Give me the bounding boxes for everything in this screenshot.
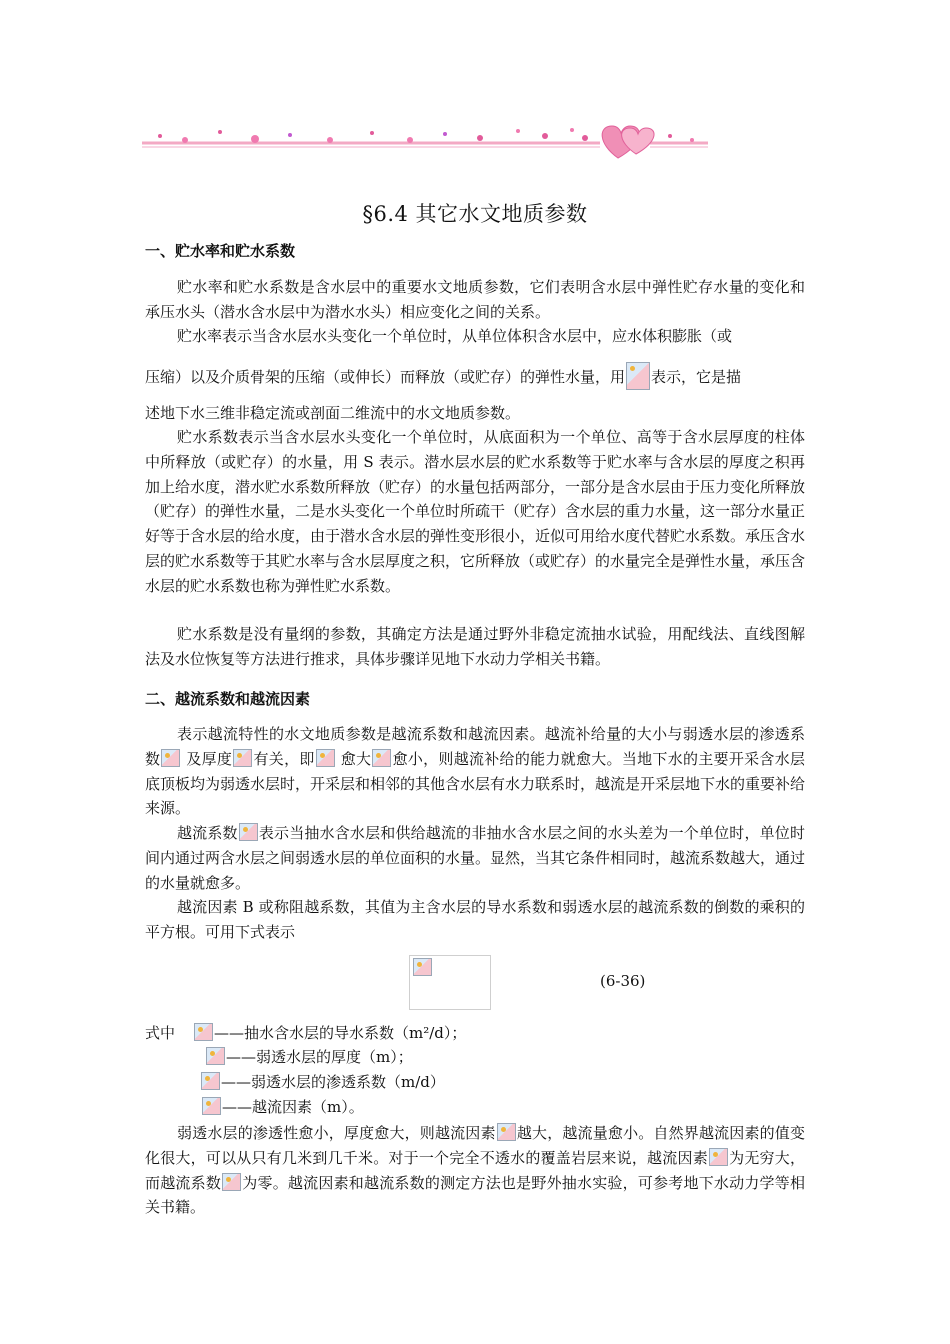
paragraph: 越流因素 B 或称阻越系数，其值为主含水层的导水系数和弱透水层的越流系数的倒数的乘积的平方根。可用下式表示: [145, 898, 805, 941]
formula-image-icon: [316, 749, 335, 767]
formula-image-icon: [709, 1148, 728, 1166]
definition-text: ——弱透水层的渗透系数（m/d）: [221, 1073, 445, 1091]
equation-number: (6-36): [600, 972, 646, 990]
definition-line: [201, 1095, 364, 1119]
text-run: 弱透水层的渗透性愈小，厚度愈大，则越流因素: [177, 1124, 496, 1142]
text-run: 表示，它是描: [651, 368, 742, 386]
definition-line: [193, 1021, 466, 1045]
text-run: 有关，即: [253, 749, 315, 768]
formula-image-icon: [233, 749, 252, 767]
text-run: 为无穷大，而越流系数: [145, 1148, 805, 1192]
paragraph: [145, 722, 805, 821]
text-run: 为零。越流因素和越流系数的测定方法也是野外抽水实验，可参考地下水动力学等相关书籍。: [145, 1173, 805, 1217]
definition-text: ——越流因素（m）。: [222, 1098, 364, 1116]
paragraph: [145, 1121, 805, 1220]
paragraph: [145, 821, 805, 895]
definition-line: [205, 1045, 413, 1069]
text-run: 越大，越流量愈小。自然界越流因素的值变化很大，可以从只有几米到几千米。对于一个完全不透水的覆盖岩层来说，越流因素: [145, 1124, 805, 1167]
formula-image-icon: [202, 1097, 221, 1115]
formula-image-icon: [239, 823, 258, 841]
formula-image-icon: [161, 749, 180, 767]
text-run: 及厚度: [181, 749, 233, 768]
equation-image: [409, 955, 491, 1010]
section-heading-storativity: 一、贮水率和贮水系数: [145, 242, 296, 260]
formula-image-icon: [222, 1173, 241, 1191]
formula-image-icon: [206, 1047, 225, 1065]
formula-image-icon: [497, 1123, 516, 1141]
paragraph-line: [145, 362, 741, 390]
text-run: 表示当抽水含水层和供给越流的非抽水含水层之间的水头差为一个单位时，单位时间内通过两含水层之间弱透水层的单位面积的水量。显然，当其它条件相同时，越流系数越大，通过的水量就愈多。: [145, 824, 806, 892]
formula-image-icon: [194, 1023, 213, 1041]
paragraph: 贮水系数是没有量纲的参数，其确定方法是通过野外非稳定流抽水试验，用配线法、直线图解法及水位恢复等方法进行推求，具体步骤详见地下水动力学相关书籍。: [145, 625, 805, 668]
formula-image-icon: [626, 362, 650, 390]
definition-text: ——弱透水层的厚度（m）；: [226, 1048, 413, 1066]
paragraph-line: 贮水率表示当含水层水头变化一个单位时，从单位体积含水层中，应水体积膨胀（或: [177, 327, 733, 345]
formula-image-icon: [413, 958, 432, 976]
text-run: 愈小，则越流补给的能力就愈大。当地下水的主要开采含水层底顶板均为弱透水层时，开采层和相邻的其他含水层有水力联系时，越流是开采层地下水的重要补给来源。: [145, 749, 806, 818]
formula-image-icon: [372, 749, 391, 767]
where-label: 式中: [145, 1024, 176, 1042]
text-run: 愈大: [335, 749, 372, 768]
formula-image-icon: [201, 1072, 220, 1090]
text-run: 越流系数: [177, 824, 238, 842]
definition-text: ——抽水含水层的导水系数（m²/d）；: [214, 1024, 467, 1042]
paragraph: 贮水率和贮水系数是含水层中的重要水文地质参数，它们表明含水层中弹性贮存水量的变化和承压水头（潜水含水层中为潜水水头）相应变化之间的关系。: [145, 278, 805, 321]
page-title: §6.4 其它水文地质参数: [362, 202, 588, 226]
section-heading-leakage: 二、越流系数和越流因素: [145, 690, 311, 708]
text-run: 压缩）以及介质骨架的压缩（或伸长）而释放（或贮存）的弹性水量，用: [145, 368, 626, 386]
definition-line: [200, 1070, 445, 1094]
text-run: 表示越流特性的水文地质参数是越流系数和越流因素。越流补给量的大小与弱透水层的渗透系数: [145, 725, 805, 768]
hearts-banner: [140, 118, 710, 168]
paragraph: 贮水系数表示当含水层水头变化一个单位时，从底面积为一个单位、高等于含水层厚度的柱体中所释放（或贮存）的水量，用 S 表示。潜水层水层的贮水系数等于贮水率与含水层的厚度之积再加上给水度，潜水贮水系数所释放（贮存）的水量包括两部分，一部分是含水层由于压力变化所释放（贮存）的弹性水量，二是水头变化一个单位时所疏干（贮存）含水层的重力水量，这一部分水量正好等于含水层的给水度，由于潜水含水层的弹性变形很小，近似可用给水度代替贮水系数。承压含水层的贮水系数等于其贮水率与含水层厚度之积，它所释放（或贮存）的水量完全是弹性水量，承压含水层的贮水系数也称为弹性贮水系数。: [145, 428, 806, 595]
paragraph-line: 述地下水三维非稳定流或剖面二维流中的水文地质参数。: [145, 404, 521, 422]
